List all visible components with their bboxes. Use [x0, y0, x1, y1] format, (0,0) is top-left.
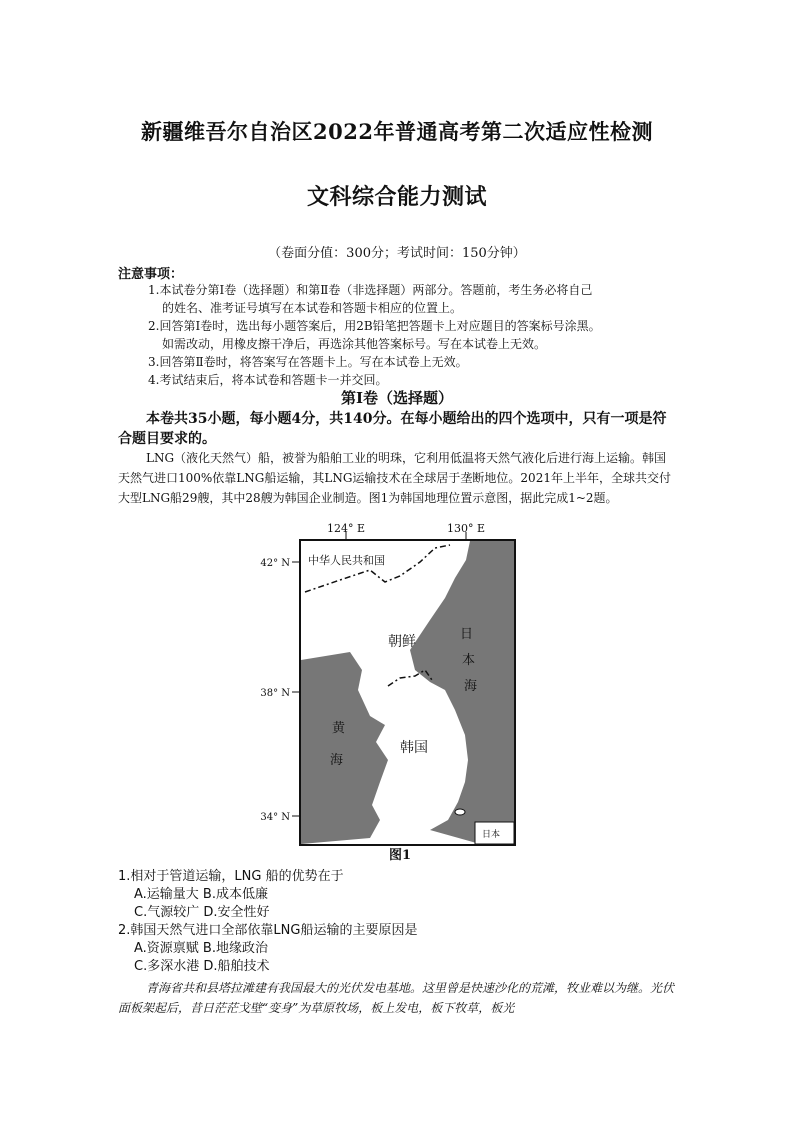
- label-sea-of-japan: 日: [460, 627, 474, 642]
- exam-info: （卷面分值：300分；考试时间：150分钟）: [268, 246, 526, 261]
- passage-solar: 青海省共和县塔拉滩建有我国最大的光伏发电基地。这里曾是快速沙化的荒滩，牧业难以为继。光伏面板架起后，昔日茫茫戈壁“变身”为草原牧场，板上发电，板下牧草，板光: [118, 981, 675, 1015]
- passage-lng: LNG（液化天然气）船，被誉为船舶工业的明珠，它利用低温将天然气液化后进行海上运输。韩国天然气进口100%依靠LNG船运输，其LNG运输技术在全球居于垄断地位。2021年上半年，全球共交付大型LNG船29艘，其中28艘为韩国企业制造。图1为韩国地理位置示意图，据此完成1~2题。: [118, 451, 671, 505]
- section-intro: 本卷共35小题，每小题4分，共140分。在每小题给出的四个选项中，只有一项是符合题目要求的。: [118, 411, 667, 447]
- question-1-options: C.气源较广 D.安全性好: [134, 905, 270, 920]
- note-line: 的姓名、准考证号填写在本试卷和答题卡相应的位置上。: [162, 301, 463, 315]
- figure-caption: 图1: [388, 848, 412, 863]
- section-heading: 第Ⅰ卷（选择题）: [340, 389, 454, 407]
- label-japan: 日本: [482, 830, 501, 840]
- lat-label: 38° N: [260, 688, 290, 699]
- note-line: 1.本试卷分第Ⅰ卷（选择题）和第Ⅱ卷（非选择题）两部分。答题前，考生务必将自己: [148, 283, 593, 297]
- note-line: 3.回答第Ⅱ卷时，将答案写在答题卡上。写在本试卷上无效。: [148, 355, 468, 369]
- label-sea-of-japan: 本: [462, 653, 476, 668]
- question-2-options: C.多深水港 D.船舶技术: [134, 959, 270, 974]
- note-line: 2.回答第Ⅰ卷时，选出每小题答案后，用2B铅笔把答题卡上对应题目的答案标号涂黑。: [148, 319, 601, 333]
- exam-subtitle: 文科综合能力测试: [306, 184, 487, 210]
- notes-heading: 注意事项：: [118, 267, 184, 282]
- question-2-stem: 2.韩国天然气进口全部依靠LNG船运输的主要原因是: [118, 923, 418, 938]
- note-line: 如需改动，用橡皮擦干净后，再选涂其他答案标号。写在本试卷上无效。: [162, 337, 547, 351]
- korea-map: [260, 520, 530, 865]
- question-1-options: A.运输量大 B.成本低廉: [134, 887, 268, 902]
- label-north-korea: 朝鲜: [388, 634, 416, 650]
- lat-label: 42° N: [260, 558, 290, 569]
- label-yellow-sea: 黄: [332, 721, 346, 736]
- island: [455, 809, 465, 815]
- label-china: 中华人民共和国: [308, 554, 385, 567]
- label-yellow-sea: 海: [330, 753, 344, 768]
- lon-label: 124° E: [326, 522, 366, 535]
- question-2-options: A.资源禀赋 B.地缘政治: [134, 941, 268, 956]
- note-line: 4.考试结束后，将本试卷和答题卡一并交回。: [148, 373, 388, 387]
- lat-label: 34° N: [260, 812, 290, 823]
- exam-title: 新疆维吾尔自治区2022年普通高考第二次适应性检测: [141, 119, 653, 144]
- label-sea-of-japan: 海: [464, 679, 478, 694]
- question-1-stem: 1.相对于管道运输，LNG 船的优势在于: [118, 869, 344, 884]
- label-south-korea: 韩国: [400, 740, 428, 756]
- lon-label: 130° E: [446, 522, 486, 535]
